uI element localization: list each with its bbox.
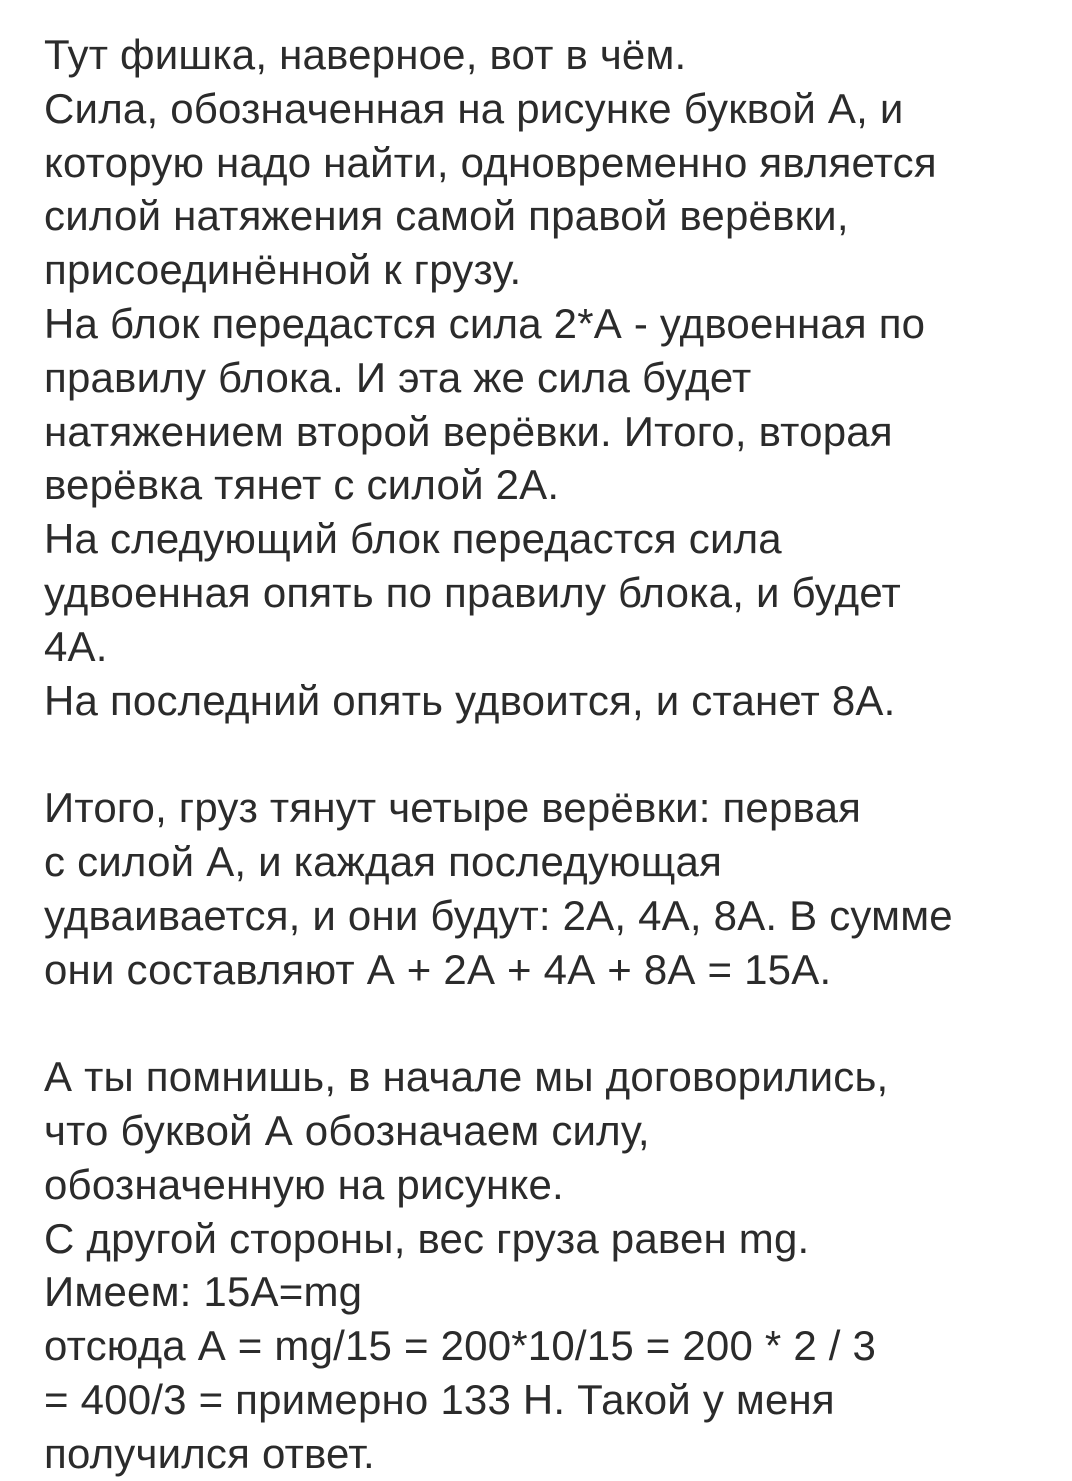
text-line: с силой А, и каждая последующая [44,837,723,885]
text-line: Тут фишка, наверное, вот в чём. [44,31,687,78]
text-line: Итого, груз тянут четыре верёвки: первая [44,784,862,832]
text-line: они составляют А + 2А + 4А + 8А = 15А. [44,945,832,993]
paragraph-spacer [44,727,1052,781]
text-line: удваивается, и они будут: 2А, 4А, 8А. В сумме [44,891,953,939]
text-line: На блок передастся сила 2*А - удвоенная по [44,299,926,347]
text-line: обозначенную на рисунке. [44,1160,564,1208]
paragraph [44,781,1052,996]
text-line: С другой стороны, вес груза равен mg. [44,1214,810,1262]
text-line: что буквой А обозначаем силу, [44,1106,650,1154]
paragraph [44,28,1052,727]
text-line: На следующий блок передастся сила [44,515,782,563]
paragraph [44,1050,1052,1480]
text-line: А ты помнишь, в начале мы договорились, [44,1053,889,1101]
document-text [44,28,1052,1481]
text-line: Сила, обозначенная на рисунке буквой А, и [44,84,904,132]
text-line: которую надо найти, одновременно является [44,138,937,186]
text-line: натяжением второй верёвки. Итого, вторая [44,407,893,455]
paragraph-spacer [44,996,1052,1050]
text-line: силой натяжения самой правой верёвки, [44,192,849,240]
text-line: 4А. [44,622,108,670]
text-line: На последний опять удвоится, и станет 8А. [44,676,896,724]
text-line: присоединённой к грузу. [44,246,522,294]
text-line: удвоенная опять по правилу блока, и будет [44,568,901,616]
text-line: отсюда А = mg/15 = 200*10/15 = 200 * 2 / 3 [44,1322,877,1370]
text-line: получился ответ. [44,1429,375,1477]
text-line: верёвка тянет с силой 2А. [44,461,560,509]
text-line: правилу блока. И эта же сила будет [44,353,752,401]
text-line: = 400/3 = примерно 133 Н. Такой у меня [44,1375,835,1423]
text-line: Имеем: 15А=mg [44,1268,363,1316]
